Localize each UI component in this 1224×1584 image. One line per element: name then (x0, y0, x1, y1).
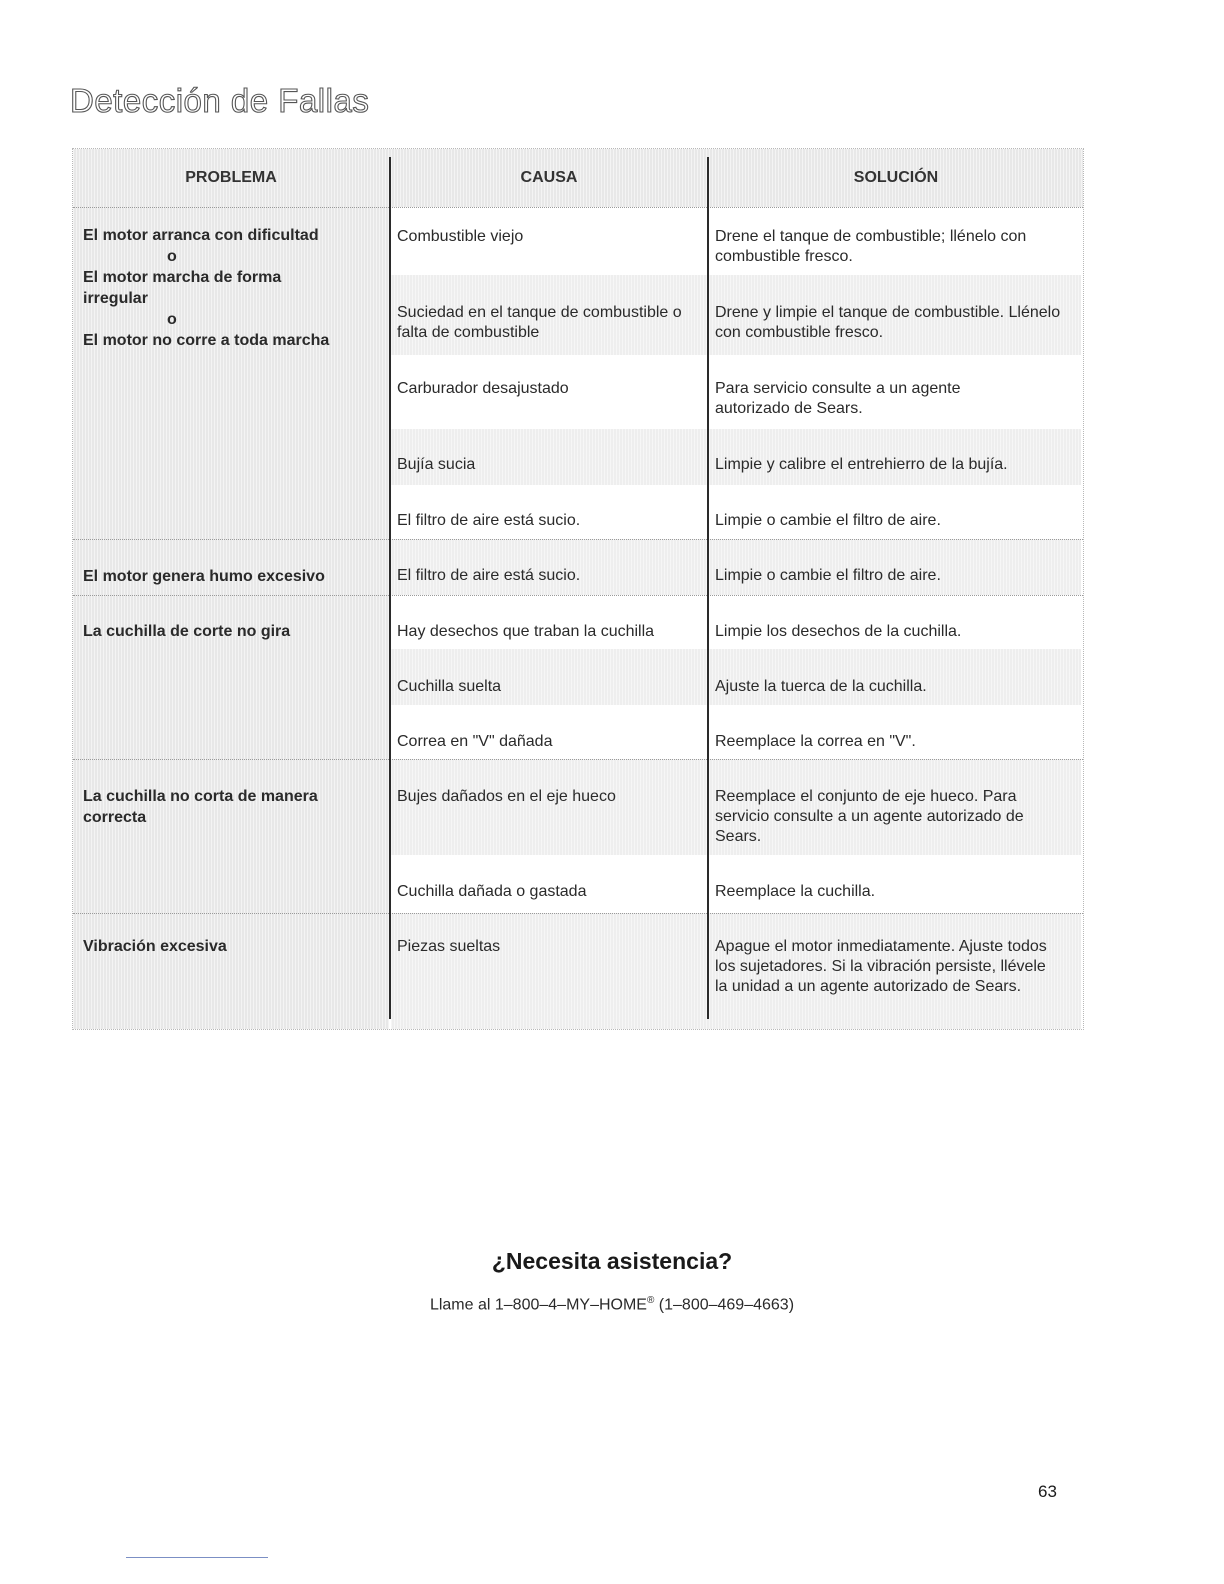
page-number: 63 (1038, 1482, 1057, 1501)
solution-cell: Reemplace la cuchilla. (715, 883, 876, 900)
cause-cell: Combustible viejo (397, 228, 524, 245)
separator (73, 207, 1083, 208)
cause-cell: Bujes dañados en el eje hueco (397, 788, 616, 805)
solution-cell: Limpie o cambie el filtro de aire. (715, 512, 941, 529)
problem-excess-vibration: Vibración excesiva (83, 938, 227, 955)
problem-line: El motor marcha de forma irregular (83, 269, 282, 307)
cause-cell: Hay desechos que traban la cuchilla (397, 623, 655, 640)
assistance-phone (0, 1295, 1224, 1314)
page-title: Detección de Fallas (70, 82, 370, 120)
column-divider (707, 157, 709, 1019)
header-solution: SOLUCIÓN (853, 169, 939, 186)
cause-cell: Cuchilla dañada o gastada (397, 883, 587, 900)
problem-blade-not-cutting: La cuchilla no corta de manera correcta (83, 788, 318, 826)
registered-mark: ® (646, 1295, 655, 1306)
solution-cell: Reemplace la correa en "V". (715, 733, 916, 750)
solution-cell: Limpie o cambie el filtro de aire. (715, 567, 941, 584)
separator (73, 595, 1083, 596)
phone-prefix: Llame al 1–800–4–MY–HOME (429, 1296, 647, 1314)
problem-engine-start (83, 225, 383, 351)
separator (73, 913, 1083, 914)
solution-cell: Apague el motor inmediatamente. Ajuste todos los sujetadores. Si la vibración persiste, llévele la unidad a un agente autorizado de Sears. (715, 938, 1047, 995)
cause-cell: Bujía sucia (397, 456, 476, 473)
column-divider (389, 157, 391, 1019)
assistance-heading: ¿Necesita asistencia? (491, 1248, 733, 1274)
solution-cell: Drene el tanque de combustible; llénelo con combustible fresco. (715, 228, 1027, 265)
cause-cell: El filtro de aire está sucio. (397, 567, 581, 584)
cause-cell: El filtro de aire está sucio. (397, 512, 581, 529)
solution-cell: Para servicio consulte a un agente autorizado de Sears. (715, 380, 961, 417)
cause-cell: Suciedad en el tanque de combustible o falta de combustible (397, 304, 682, 341)
separator (73, 539, 1083, 540)
header-problem: PROBLEMA (185, 169, 277, 186)
cause-cell: Cuchilla suelta (397, 678, 502, 695)
cause-cell: Correa en "V" dañada (397, 733, 553, 750)
bottom-rule (126, 1557, 268, 1558)
solution-cell: Limpie y calibre el entrehierro de la bujía. (715, 456, 1008, 473)
solution-cell: Drene y limpie el tanque de combustible. Llénelo con combustible fresco. (715, 304, 1061, 341)
solution-cell: Limpie los desechos de la cuchilla. (715, 623, 962, 640)
header-cause: CAUSA (520, 169, 578, 186)
cause-cell: Carburador desajustado (397, 380, 569, 397)
problem-line: El motor arranca con dificultad (83, 227, 319, 244)
separator (73, 759, 1083, 760)
or-connector: o (167, 311, 177, 328)
solution-cell: Reemplace el conjunto de eje hueco. Para servicio consulte a un agente autorizado de Sears. (715, 788, 1024, 845)
phone-suffix: (1–800–469–4663) (654, 1296, 795, 1314)
problem-excess-smoke: El motor genera humo excesivo (83, 568, 325, 585)
problem-blade-not-spinning: La cuchilla de corte no gira (83, 623, 291, 640)
troubleshooting-table (72, 148, 1084, 1030)
problem-line: El motor no corre a toda marcha (83, 332, 330, 349)
cause-cell: Piezas sueltas (397, 938, 501, 955)
or-connector: o (167, 248, 177, 265)
solution-cell: Ajuste la tuerca de la cuchilla. (715, 678, 927, 695)
